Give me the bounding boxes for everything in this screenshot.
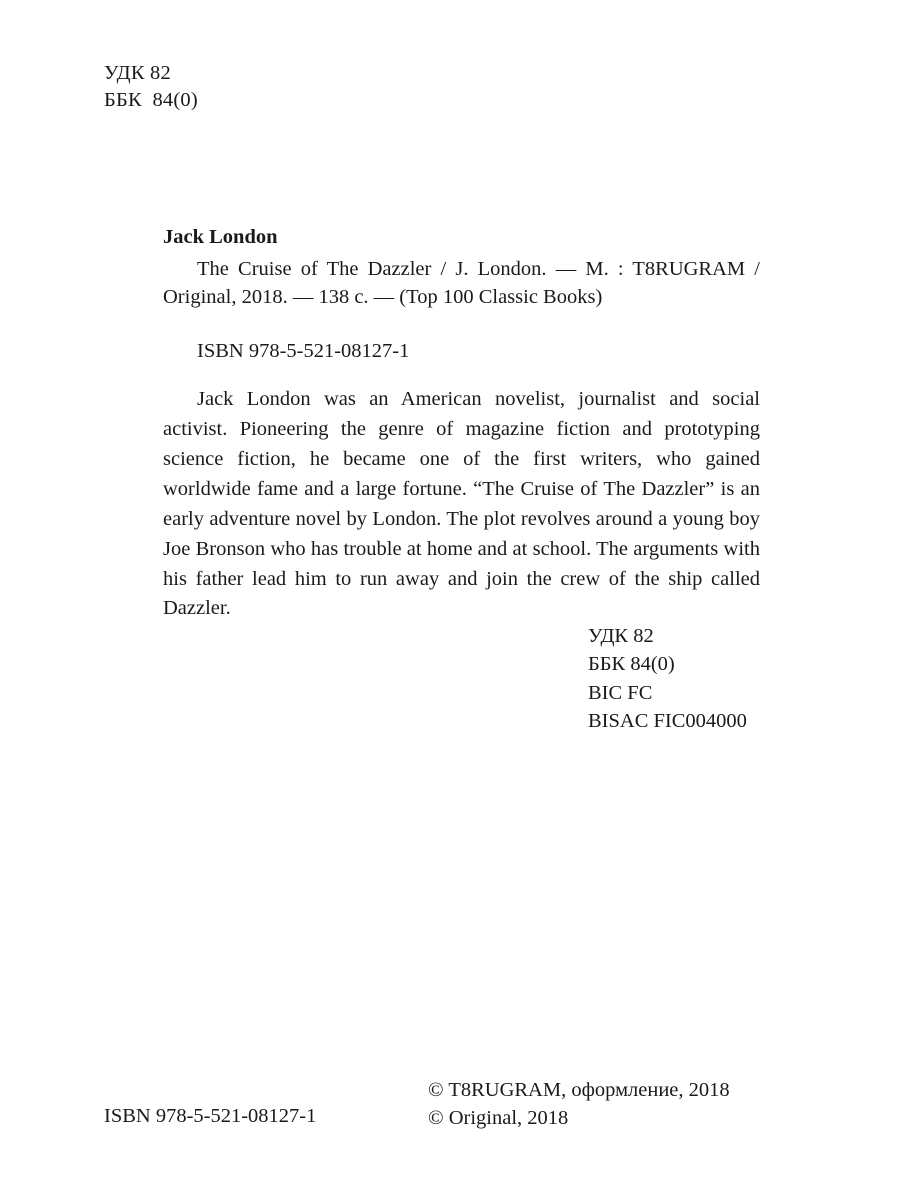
copyright-publisher: © T8RUGRAM, оформление, 2018 <box>428 1079 730 1101</box>
bisac-code: BISAC FIC004000 <box>588 709 747 732</box>
bibliographic-description: The Cruise of The Dazzler / J. London. — M. : T8RUGRAM / Original, 2018. — 138 c. — (Top 100 Classic Books) <box>163 257 760 308</box>
udk-code-listed: УДК 82 <box>588 625 654 647</box>
copyright-original: © Original, 2018 <box>428 1107 569 1130</box>
bbk-code-listed: ББК 84(0) <box>588 653 675 676</box>
top-classification-codes <box>104 60 198 114</box>
copyright-block <box>428 1076 730 1133</box>
author-name: Jack London <box>163 226 278 248</box>
bic-code: BIC FC <box>588 681 653 704</box>
annotation-paragraph: Jack London was an American novelist, journalist and social activist. Pioneering the genre of magazine fiction and prototyping science fiction, he became one of the first writers, who gained worldwide fame and a large fortune. “The Cruise of The Dazzler” is an early adventure novel by London. The plot revolves around a young boy Joe Bronson who has trouble at home and at school. The arguments with his father lead him to run away and join the crew of the ship called Dazzler. <box>163 388 760 620</box>
bibliographic-block <box>163 224 763 365</box>
classification-code-list <box>588 622 747 735</box>
isbn-main: ISBN 978-5-521-08127-1 <box>197 340 410 363</box>
udk-code-top: УДК 82 <box>104 62 171 84</box>
bbk-code-top: ББК 84(0) <box>104 89 198 112</box>
isbn-footer: ISBN 978-5-521-08127-1 <box>104 1105 317 1127</box>
